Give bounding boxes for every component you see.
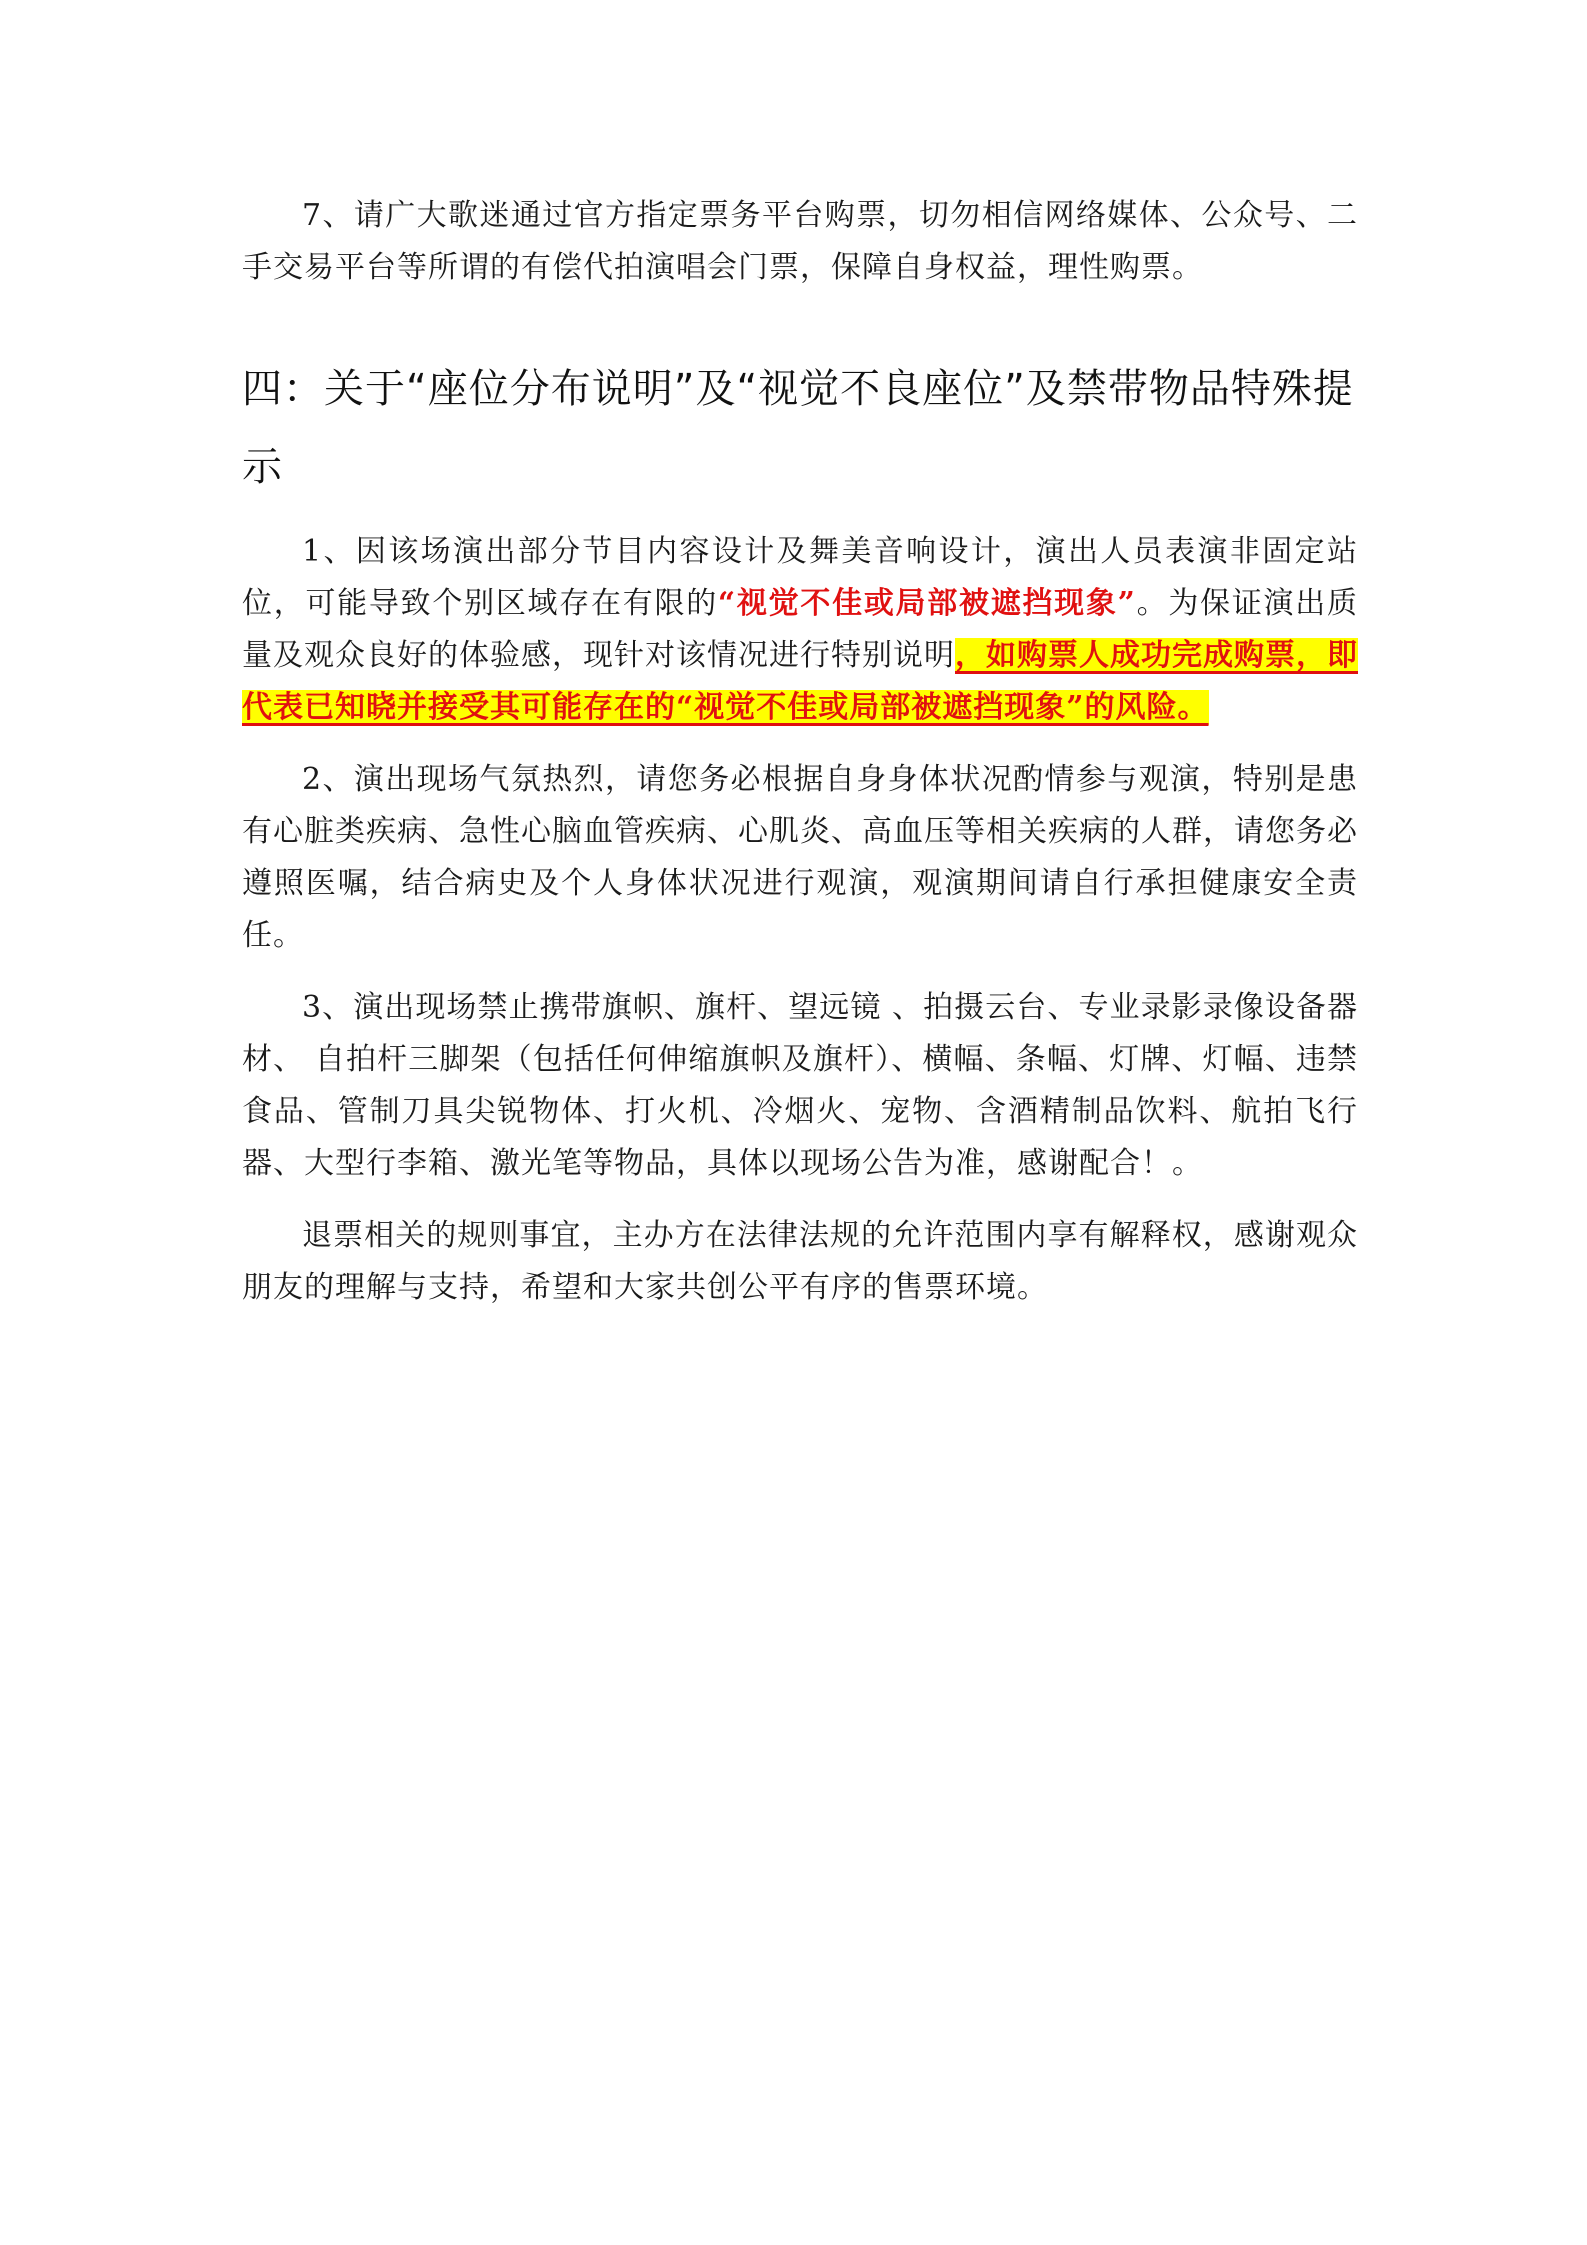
risk-acknowledgement-highlight: ，如购票人成功完成购票，即代表已知晓并接受其可能存在的“视觉不佳或局部被遮挡现象”的风险。 [242, 638, 1358, 725]
document-body [242, 190, 1358, 1334]
section-heading: 四：关于“座位分布说明”及“视觉不良座位”及禁带物品特殊提示 [242, 366, 1354, 490]
paragraph-item-7: 7、请广大歌迷通过官方指定票务平台购票，切勿相信网络媒体、公众号、二手交易平台等所谓的有偿代拍演唱会门票，保障自身权益，理性购票。 [242, 198, 1358, 285]
paragraph-refund-policy: 退票相关的规则事宜，主办方在法律法规的允许范围内享有解释权，感谢观众朋友的理解与支持，希望和大家共创公平有序的售票环境。 [242, 1218, 1358, 1305]
obstructed-view-emphasis: “视觉不佳或局部被遮挡现象” [717, 586, 1136, 621]
seat-visibility-text: 1、因该场演出部分节目内容设计及舞美音响设计，演出人员表演非固定站位，可能导致个别区域存在有限的 [242, 534, 1358, 621]
paragraph-prohibited-items: 3、演出现场禁止携带旗帜、旗杆、望远镜 、拍摄云台、专业录影录像设备器材、 自拍杆三脚架（包括任何伸缩旗帜及旗杆）、横幅、条幅、灯牌、灯幅、违禁食品、管制刀具尖锐物体、打火机、冷烟火、宠物、含酒精制品饮料、航拍飞行器、大型行李箱、激光笔等物品，具体以现场公告为准，感谢配合！。 [242, 990, 1358, 1181]
paragraph-health-notice: 2、演出现场气氛热烈，请您务必根据自身身体状况酌情参与观演，特别是患有心脏类疾病、急性心脑血管疾病、心肌炎、高血压等相关疾病的人群，请您务必遵照医嘱，结合病史及个人身体状况进行观演，观演期间请自行承担健康安全责任。 [242, 762, 1358, 953]
seat-visibility-continued: 。为保证演出质量及观众良好的体验感，现针对该情况进行特别说明 [242, 586, 1359, 673]
paragraph-seat-visibility [242, 526, 1358, 734]
